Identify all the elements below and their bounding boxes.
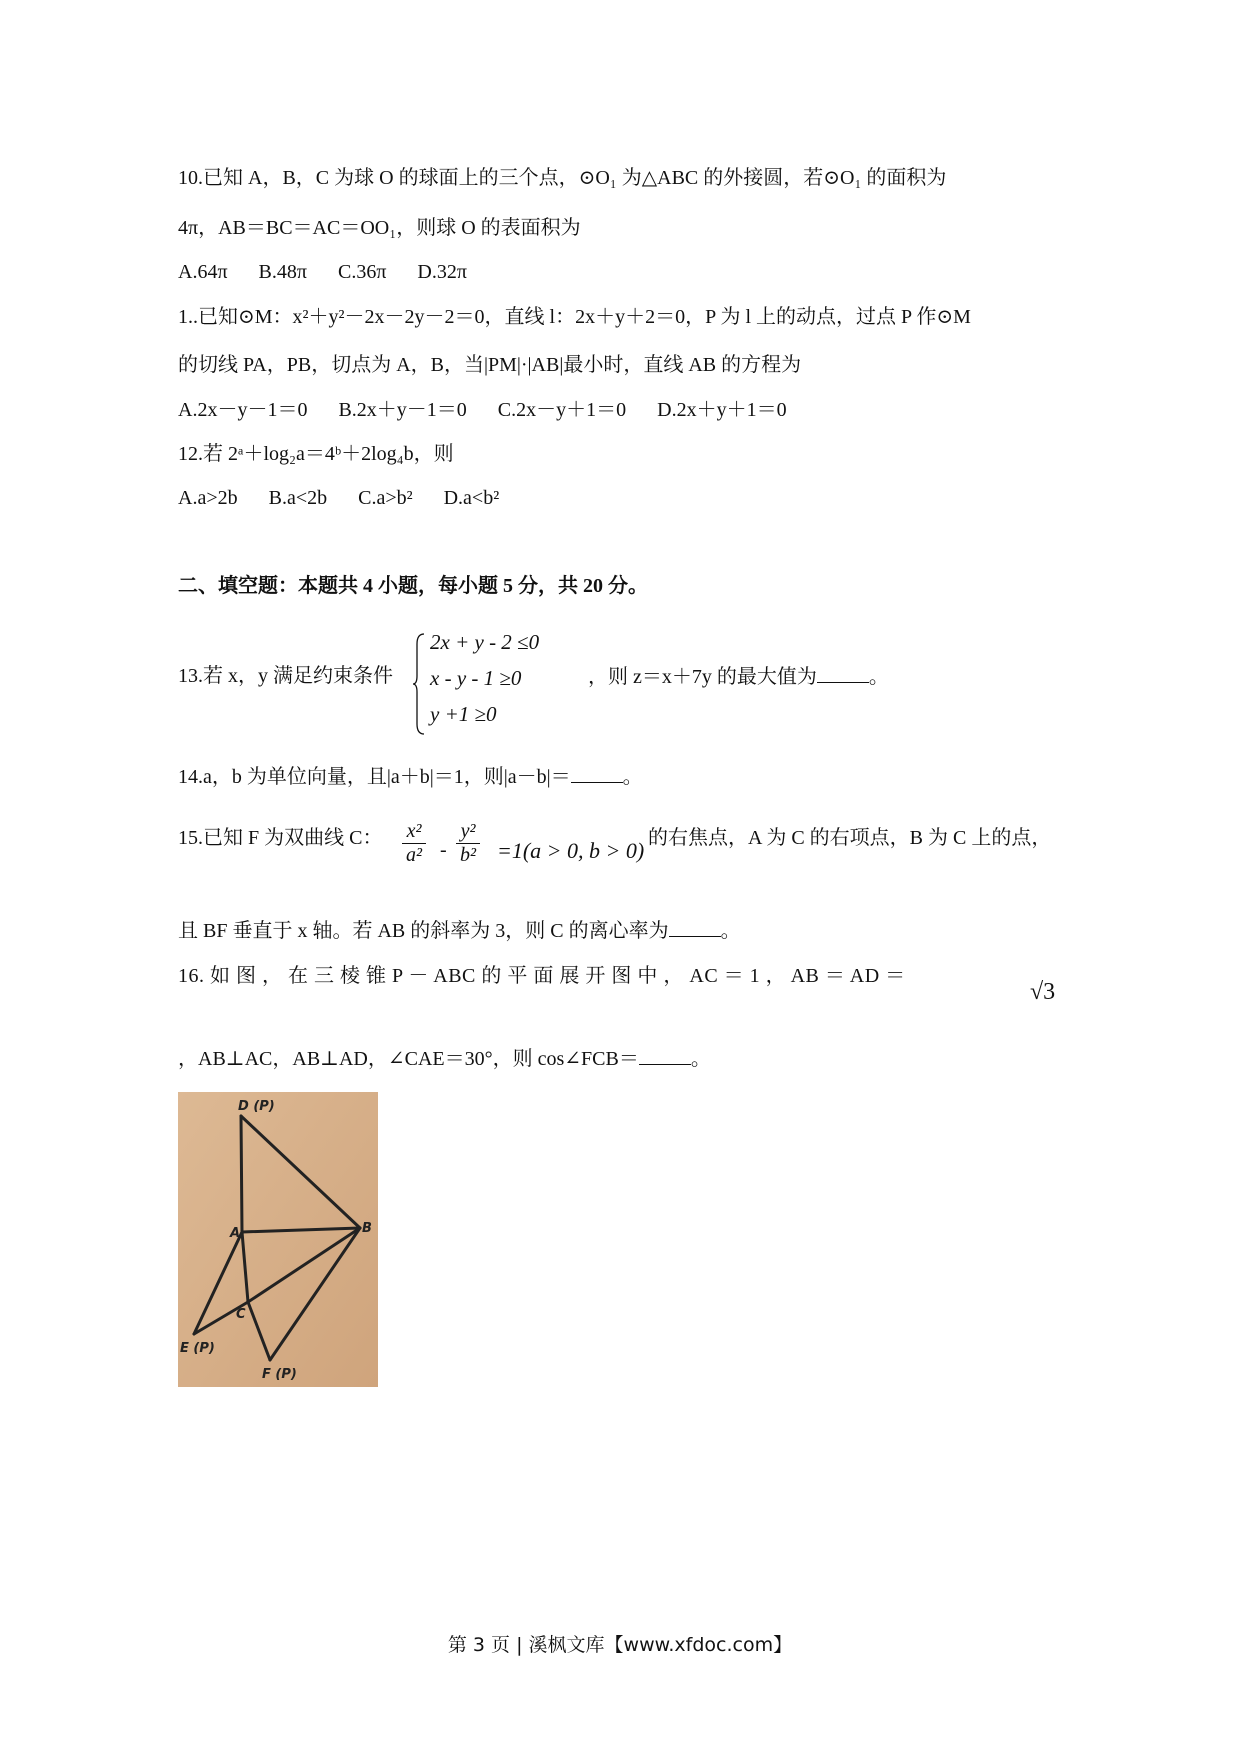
q13-suffix: ，则 z＝x＋7y 的最大值为 bbox=[588, 666, 817, 688]
q13-answer-blank bbox=[817, 664, 869, 683]
q10-option-b: B.48π bbox=[258, 261, 307, 283]
q10-options bbox=[178, 260, 493, 284]
q12-option-d: D.a<b² bbox=[443, 487, 500, 509]
label-F: F (P) bbox=[262, 1367, 297, 1382]
net-diagram bbox=[178, 1092, 378, 1387]
q15-answer-blank bbox=[669, 918, 721, 937]
q11-options bbox=[178, 398, 813, 422]
q16-end: 。 bbox=[690, 1048, 711, 1070]
section2-title: 二、填空题：本题共 4 小题，每小题 5 分，共 20 分。 bbox=[178, 575, 648, 597]
tetrahedron-net-figure bbox=[178, 1092, 378, 1387]
q16-sqrt: √3 bbox=[1030, 979, 1056, 1005]
q10-option-c: C.36π bbox=[337, 261, 387, 283]
q12-options bbox=[178, 486, 525, 510]
q11-option-b: B.2x＋y－1＝0 bbox=[338, 399, 467, 421]
q11-option-a: A.2x－y－1＝0 bbox=[178, 399, 308, 421]
label-B: B bbox=[362, 1221, 372, 1236]
label-A: A bbox=[230, 1226, 241, 1241]
label-D: D (P) bbox=[238, 1099, 275, 1114]
label-C: C bbox=[236, 1307, 246, 1322]
q13-suffix-line bbox=[588, 664, 889, 689]
q15-line2: 且 BF 垂直于 x 轴。若 AB 的斜率为 3，则 C 的离心率为 bbox=[178, 920, 669, 942]
q12-option-a: A.a>2b bbox=[178, 487, 238, 509]
q16-line2-wrap bbox=[178, 1046, 711, 1071]
q13-constraint-system bbox=[412, 630, 572, 738]
q10-option-a: A.64π bbox=[178, 261, 228, 283]
q10-option-d: D.32π bbox=[417, 261, 467, 283]
q11-option-d: D.2x＋y＋1＝0 bbox=[657, 399, 787, 421]
q16-answer-blank bbox=[639, 1046, 691, 1065]
edge-DA bbox=[241, 1116, 242, 1232]
brace-icon bbox=[412, 632, 426, 736]
q15-condition: =1(a > 0, b > 0) bbox=[497, 838, 645, 863]
q11-line1: 1..已知⊙M：x²＋y²－2x－2y－2＝0，直线 l：2x＋y＋2＝0，P 为 l 上的动点，过点 P 作⊙M bbox=[178, 306, 971, 328]
q14-line bbox=[178, 764, 643, 789]
q14-answer-blank bbox=[571, 764, 623, 783]
q15-suffix: 的右焦点，A 为 C 的右项点，B 为 C 上的点， bbox=[648, 827, 1052, 849]
q15-end: 。 bbox=[720, 920, 741, 942]
label-E: E (P) bbox=[180, 1341, 215, 1356]
q10-line1: 10.已知 A，B，C 为球 O 的球面上的三个点，⊙O₁ 为△ABC 的外接圆，若⊙O₁ 的面积为 bbox=[178, 167, 947, 189]
q16-line2: ，AB⊥AC，AB⊥AD，∠CAE＝30°，则 cos∠FCB＝ bbox=[178, 1048, 639, 1070]
q14-text: 14.a，b 为单位向量，且|a＋b|＝1，则|a－b|＝ bbox=[178, 766, 571, 788]
q13-constraint-2: x - y - 1 ≥0 bbox=[430, 666, 522, 690]
q11-option-c: C.2x－y＋1＝0 bbox=[497, 399, 627, 421]
q15-fraction-x: $\frac{\text{x²}}{\text{a²}}$ bbox=[402, 820, 426, 867]
q14-end: 。 bbox=[622, 766, 643, 788]
q13-end: 。 bbox=[868, 666, 889, 688]
q11-line2: 的切线 PA，PB，切点为 A，B，当|PM|·|AB|最小时，直线 AB 的方程为 bbox=[178, 354, 802, 376]
q15-prefix: 15.已知 F 为双曲线 C： bbox=[178, 827, 383, 849]
page-footer: 第 3 页 | 溪枫文库【www.xfdoc.com】 bbox=[447, 1634, 793, 1656]
q12-option-c: C.a>b² bbox=[358, 487, 413, 509]
q12-option-b: B.a<2b bbox=[268, 487, 328, 509]
q10-line2: 4π，AB＝BC＝AC＝OO₁，则球 O 的表面积为 bbox=[178, 217, 581, 239]
q15-fraction-y: $\frac{\text{y²}}{\text{b²}}$ bbox=[456, 820, 480, 867]
q13-constraint-3: y +1 ≥0 bbox=[430, 702, 497, 726]
q15-minus: - bbox=[440, 839, 447, 861]
q13-constraint-1: 2x + y - 2 ≤0 bbox=[430, 630, 540, 654]
q13-prefix: 13.若 x，y 满足约束条件 bbox=[178, 665, 393, 687]
q15-line2-wrap bbox=[178, 918, 741, 943]
q12-line1: 12.若 2ᵃ＋log₂a＝4ᵇ＋2log₄b，则 bbox=[178, 443, 454, 465]
q16-line1: 16. 如 图 ， 在 三 棱 锥 P － ABC 的 平 面 展 开 图 中 ， AC ＝ 1 ， AB ＝ AD ＝ bbox=[178, 965, 906, 987]
